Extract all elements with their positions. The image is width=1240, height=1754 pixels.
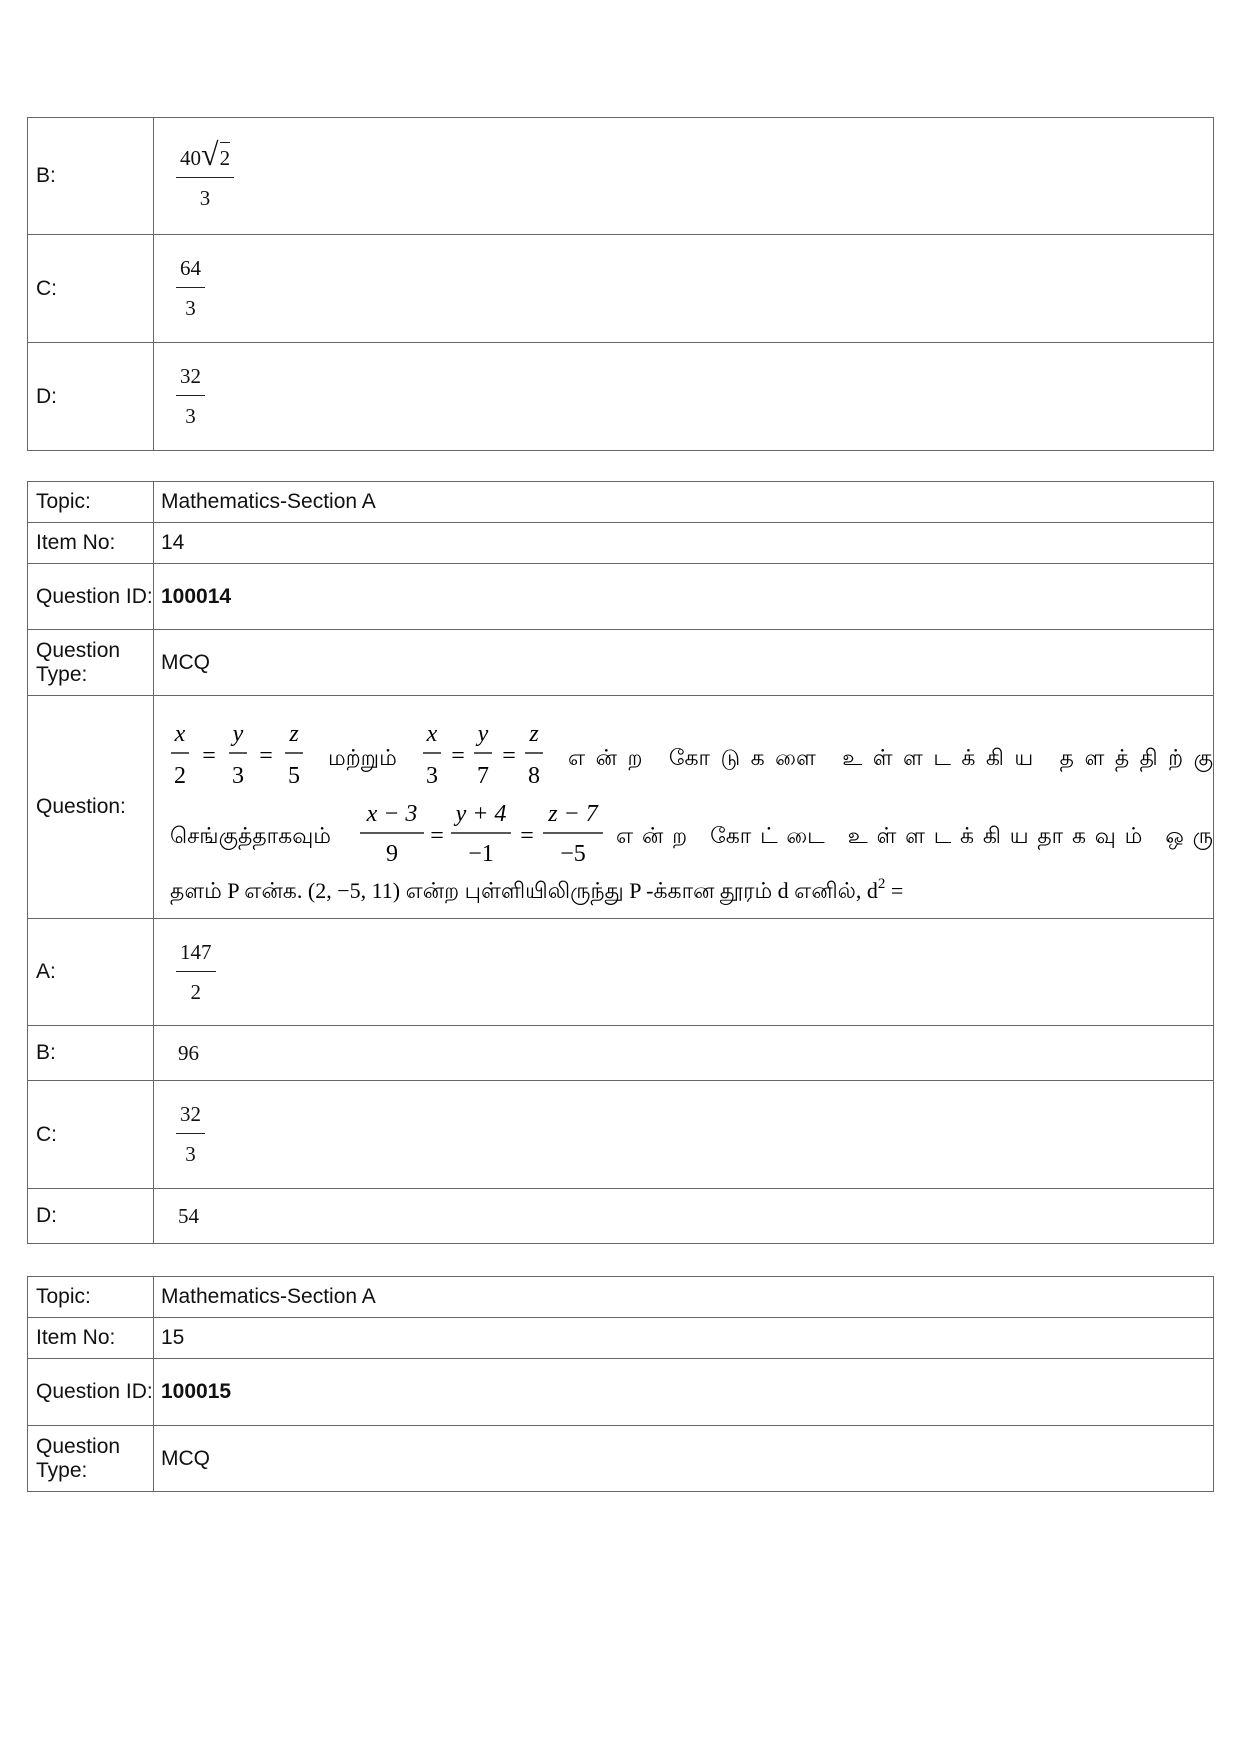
option-b-value: 96 (154, 1026, 1214, 1081)
svg-text:z: z (529, 720, 539, 747)
option-label: A: (28, 919, 154, 1026)
svg-text:2: 2 (174, 762, 186, 789)
svg-text:=: = (259, 742, 273, 769)
and-text: மற்றும் (328, 744, 397, 770)
question-id-row (28, 1359, 1214, 1426)
question-14-table (27, 481, 1214, 1244)
option-c-row (28, 235, 1214, 343)
option-label: C: (28, 235, 154, 343)
question-line-2b: என்ற கோட்டை உள்ளடக்கியதாகவும் ஒரு (616, 822, 1213, 848)
svg-text:=: = (520, 822, 534, 849)
item-no-row (28, 523, 1214, 564)
question-id-label: Question ID: (28, 1359, 154, 1426)
question-type-label: Question Type: (28, 630, 154, 696)
svg-text:x: x (174, 720, 186, 747)
question-type-row (28, 630, 1214, 696)
option-d-value: 54 (154, 1189, 1214, 1244)
item-no-label: Item No: (28, 523, 154, 564)
question-math (170, 711, 1215, 908)
option-label: B: (28, 118, 154, 235)
question-line-2a: செங்குத்தாகவும் (170, 822, 331, 848)
option-d-value (154, 343, 1214, 451)
svg-text:9: 9 (386, 840, 398, 867)
topic-row (28, 1277, 1214, 1318)
question-type-label: Question Type: (28, 1426, 154, 1492)
svg-text:x: x (426, 720, 438, 747)
question-line-1: என்ற கோடுகளை உள்ளடக்கிய தளத்திற்கு (568, 744, 1213, 770)
svg-text:8: 8 (528, 762, 540, 789)
option-c-row (28, 1081, 1214, 1189)
svg-text:y: y (232, 720, 244, 747)
option-label: D: (28, 1189, 154, 1244)
svg-text:y: y (477, 720, 489, 747)
svg-text:3: 3 (426, 762, 438, 789)
question-id-value: 100014 (154, 564, 1214, 630)
svg-text:y + 4: y + 4 (455, 800, 507, 827)
svg-text:=: = (430, 822, 444, 849)
topic-value: Mathematics-Section A (154, 482, 1214, 523)
svg-text:3: 3 (232, 762, 244, 789)
question-type-value: MCQ (154, 630, 1214, 696)
svg-text:−5: −5 (560, 840, 586, 867)
question-id-value: 100015 (154, 1359, 1214, 1426)
equation-2 (426, 721, 540, 789)
option-label: B: (28, 1026, 154, 1081)
svg-text:z: z (289, 720, 299, 747)
option-label: D: (28, 343, 154, 451)
fraction: $\frac{32}{3}$ (176, 357, 205, 436)
item-no-row (28, 1318, 1214, 1359)
svg-text:7: 7 (477, 762, 489, 789)
svg-text:=: = (202, 742, 216, 769)
question-id-label: Question ID: (28, 564, 154, 630)
option-d-row (28, 343, 1214, 451)
question-row (28, 696, 1214, 919)
topic-value: Mathematics-Section A (154, 1277, 1214, 1318)
option-d-row (28, 1189, 1214, 1244)
sqrt-symbol: √ (201, 135, 219, 172)
item-no-value: 15 (154, 1318, 1214, 1359)
option-label: C: (28, 1081, 154, 1189)
question-15-table (27, 1276, 1214, 1492)
svg-text:−1: −1 (468, 840, 494, 867)
topic-row (28, 482, 1214, 523)
option-a-value (154, 919, 1214, 1026)
svg-text:=: = (502, 742, 516, 769)
question-type-row (28, 1426, 1214, 1492)
topic-label: Topic: (28, 482, 154, 523)
svg-text:x − 3: x − 3 (366, 800, 418, 827)
options-table-continued (27, 117, 1214, 451)
option-b-row (28, 118, 1214, 235)
fraction: $\frac{32}{3}$ (176, 1095, 205, 1174)
option-c-value (154, 235, 1214, 343)
topic-label: Topic: (28, 1277, 154, 1318)
option-b-value (154, 118, 1214, 235)
equation-1 (174, 721, 300, 789)
svg-text:z − 7: z − 7 (548, 800, 598, 827)
option-c-value (154, 1081, 1214, 1189)
item-no-value: 14 (154, 523, 1214, 564)
question-type-value: MCQ (154, 1426, 1214, 1492)
question-line-3: தளம் P என்க. (2, −5, 11) என்ற புள்ளியிலிருந்து P -க்கான தூரம் d எனில், $d^2$ = (170, 875, 904, 903)
question-label: Question: (28, 696, 154, 919)
option-b-row (28, 1026, 1214, 1081)
option-a-row (28, 919, 1214, 1026)
question-text (154, 696, 1214, 919)
equation-3 (366, 801, 599, 867)
question-id-row (28, 564, 1214, 630)
fraction: $\frac{40√2}{3}$ (176, 135, 234, 218)
fraction: $\frac{147}{2}$ (176, 933, 216, 1012)
item-no-label: Item No: (28, 1318, 154, 1359)
svg-text:5: 5 (288, 762, 300, 789)
svg-text:=: = (451, 742, 465, 769)
fraction: $\frac{64}{3}$ (176, 249, 205, 328)
